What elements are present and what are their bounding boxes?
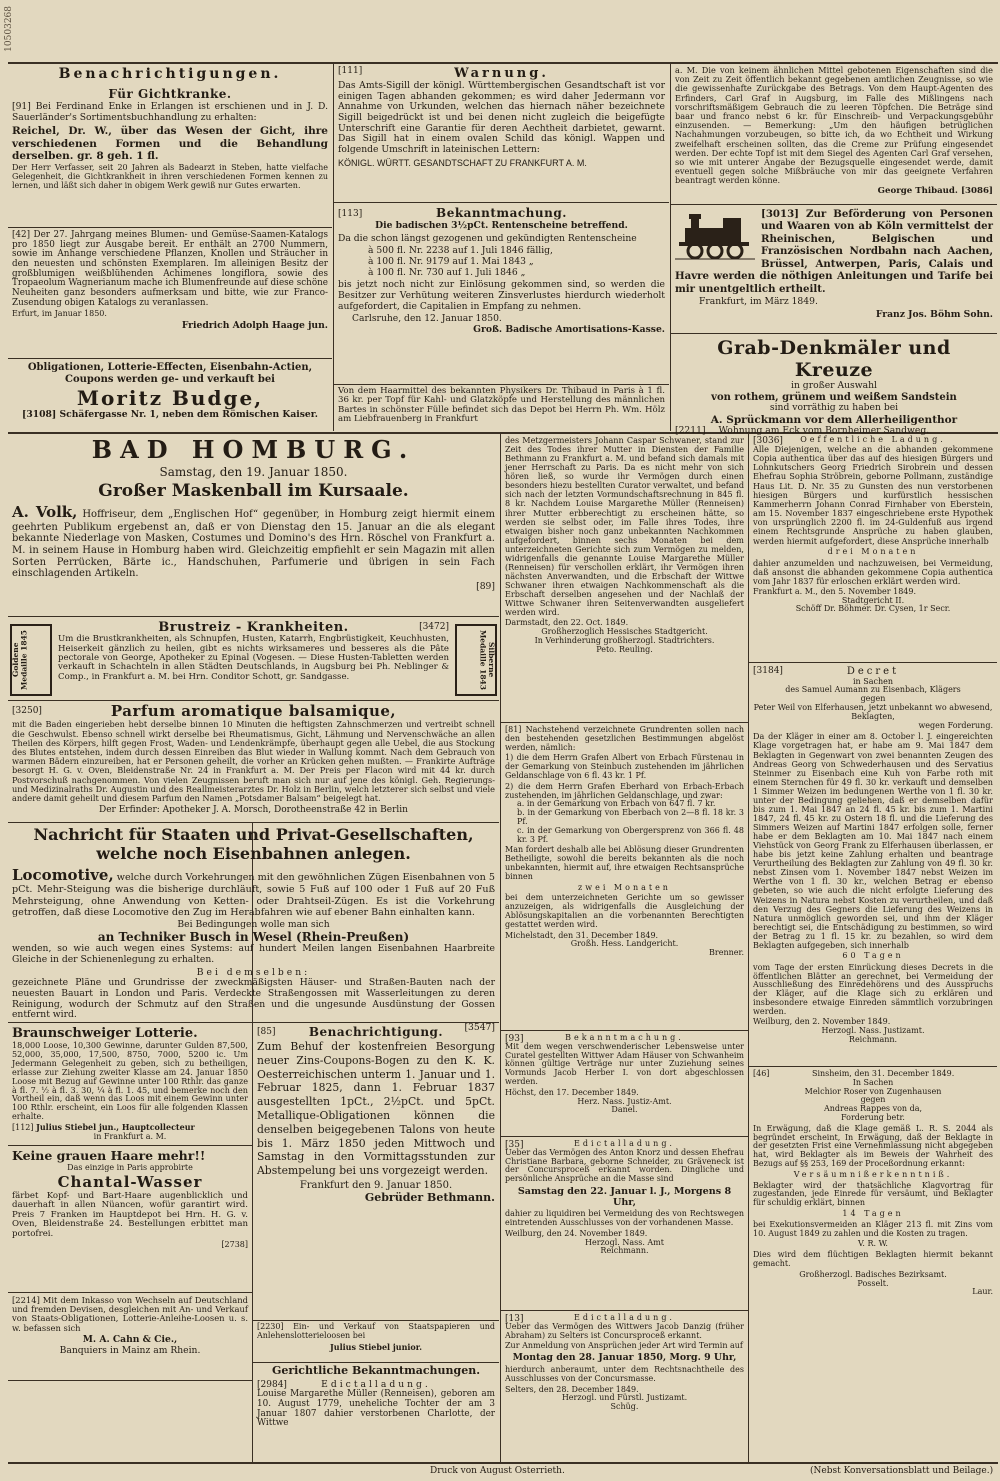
grundrenten-notice (501, 726, 748, 1029)
samen-body: [42] Der 27. Jahrgang meines Blumen- und Gemüse-Saamen-Katalogs pro 1850 liegt zur Ausgabe bereit. Er enthält an 2700 Nummern, sowie im Anhange verschiedene Pflanzen, Knollen und Sträucher in den neuesten und schönsten Exemplaren. Im alleinigen Besitz der großblumigen weißblühenden Achimenes longiflora, sowie des Tropaeolum Wagnerianum mache ich Blumenfreunde auf diese schöne Neuheiten ganz besonders aufmerksam und bitte, wie zur Franco-Zusendung obigen Katalogs zu veranlassen. (12, 230, 328, 308)
d3184-sub-2: des Samuel Aumann zu Eisenbach, Klägers (785, 685, 961, 695)
e35-heading: Edictalladung. (574, 1139, 675, 1148)
printer-line: Druck von August Osterrieth. (430, 1466, 565, 1476)
lotterie-number: [112] (12, 1123, 34, 1133)
d3184-sub-1: in Sachen (852, 676, 894, 686)
bethmann-place: Frankfurt den 9. Januar 1850. (299, 1180, 453, 1192)
schwaner-court: Großherzoglich Hessisches Stadtgericht. (541, 627, 708, 637)
haarmittel-ad (334, 387, 669, 431)
gicht-ad (8, 66, 332, 226)
thibaud-signature: George Thibaud. (877, 186, 958, 197)
aumann-notice (749, 666, 997, 1065)
ad-rule (671, 333, 997, 334)
ad-rule (253, 1320, 499, 1321)
grundrenten-signature: Brenner. (709, 948, 744, 958)
gicht-heading: Für Gichtkranke. (108, 87, 232, 102)
grundrenten-item-2: 2) die dem Herrn Grafen Eberhard von Erbach-Erbach zustehenden, im jährlichen Geldanschlage, und zwar: (505, 781, 744, 800)
e3036-heading: Oeffentliche Ladung. (800, 435, 946, 444)
schwaner-place: Darmstadt, den 22. Oct. 1849. (505, 618, 629, 628)
e35-body-2: dahier zu liquidiren bei Vermeidung des von Rechtswegen eintretenden Ausschlusses von der vorhandenen Masse. (505, 1209, 744, 1228)
brustreiz-number: [3472] (419, 622, 449, 632)
b93-body: Mit dem wegen verschwenderischer Lebensweise unter Curatel gestellten Wittwer Adam Häuser von Schwanheim können gültige Verträge nur unter Zuziehung seines Vormunds Jacob Herber I. von dort abgeschlossen werden. (505, 1041, 744, 1086)
brustreiz-heading: Brustreiz - Krankheiten. (158, 620, 349, 635)
e35-number: [35] (505, 1140, 524, 1150)
e35-place: Weilburg, den 24. November 1849. (505, 1228, 648, 1238)
ad-rule (501, 1136, 748, 1137)
lotterie-body: 18,000 Loose, 10,300 Gewinne, darunter Gulden 87,500, 52,000, 35,000, 17,500, 8750, 7000, 5200 ic. Um Jedermann Gelegenheit zu geben, sich zu betheiligen, erlasse zur Ziehung zweiter Klasse am 24. Januar 1850 Loose mit Bezug auf Gewinne unter 100 Rthlr. das ganze à fl. 7. ½ à fl. 3. 30, ¼ à fl. 1. 45, und bemerke noch den Vortheil ein, daß wenn das Loos mit einem Gewinn unter 100 Rthlr. erscheint, ein Loos für alle folgenden Klassen erhalte. (12, 1040, 248, 1122)
b93-number: [93] (505, 1034, 524, 1044)
s46-sub-3: gegen (860, 1095, 886, 1105)
top-rule (8, 62, 998, 64)
locomotive-contact: Bei Bedingungen wolle man sich (177, 918, 330, 930)
stiebel-ad (253, 1323, 499, 1361)
e3036-place: Frankfurt a. M., den 5. November 1849. (753, 586, 917, 596)
grundrenten-body-4: bei dem unterzeichneten Gerichte um so gewisser anzuzeigen, als widrigenfalls die Ausgleichung der Ablösungskapitalien an die vorbenannten Berechtigten gestattet werden wird. (505, 893, 744, 929)
b93-place: Höchst, den 17. December 1849. (505, 1087, 639, 1097)
homburg-title: BAD HOMBURG. (91, 435, 416, 464)
e35-court: Herzogl. Nass. Amt (585, 1237, 664, 1247)
grab-line-3: sind vorräthig zu haben bei (769, 402, 899, 414)
e13-heading: Edictalladung. (574, 1313, 675, 1322)
b93-signature: Danel. (611, 1105, 638, 1115)
e3036-drei: drei Monaten (827, 546, 919, 556)
d3184-number: [3184] (753, 666, 783, 676)
haare-name: Chantal-Wasser (57, 1173, 203, 1192)
parfum-number: [3250] (12, 706, 42, 716)
koeln-ad (671, 208, 997, 332)
ad-rule (8, 700, 499, 701)
bottom-rule (8, 1462, 998, 1464)
e13-place: Selters, den 28. December 1849. (505, 1384, 639, 1394)
bek-line-2: à 100 fl. Nr. 9179 auf 1. Mai 1843 „ (368, 255, 534, 267)
locomotive-body-2: wenden, so wie auch wegen eines Systems: auf hundert Meilen langen Eisenbahnen Haarbreite Gleiche in der Schienenlegung zu erhalten. (12, 943, 495, 966)
d3184-place: Weilburg, den 2. November 1849. (753, 1017, 891, 1027)
budge-address: [3108] Schäfergasse Nr. 1, neben dem Römischen Kaiser. (22, 409, 318, 421)
e13-number: [13] (505, 1314, 524, 1324)
s46-number: [46] (753, 1069, 770, 1078)
lotterie-signature-1: Julius Stiebel jun., Hauptcollecteur (36, 1122, 195, 1133)
warnung-body: Das Amts-Sigill der königl. Württembergischen Gesandtschaft ist vor einigen Tagen abhanden gekommen; es wird daher Jedermann vor Annahme von Urkunden, welchen das hiernach näher bezeichnete Sigill beigedrückt ist und bei denen nicht zugleich die beigefügte Unterschrift eine Garantie für deren Aechtheit darbietet, gewarnt. Das Sigill hat in einem ovalen Schild das königl. Wappen und folgende Umschrift in lateinischen Lettern: (338, 80, 665, 156)
s46-sub-1: In Sachen (852, 1077, 894, 1087)
ad-rule (8, 227, 332, 228)
parfum-body: mit die Baden eingerieben hebt derselbe binnen 10 Minuten die heftigsten Zahnschmerzen und vertreibt schnell die Geschwulst. Ebenso schnell wirkt derselbe bei Rheumatismus, Gicht, Lähmung und Nervenschwäche an allen Theilen des Körpers, hilft gegen Frost, Waden- und Lendenkrämpfe, überhaupt gegen alle Uebel, die aus Stockung des Blutes entstehen, indem durch dessen Einreiben das Blut wieder in Wallung kommt. Nach dem Gebrauch von warmen Bädern einzureiben, hat er Personen geheilt, die vorher an Krücken gehen mußten. — Frankirte Aufträge besorgt H. G. v. Oven, Bleidenstraße Nr. 24 in Frankfurt a. M. Der Preis per Flacon wird mit 44 kr. durch Postvorschuß nachgenommen. Von vielen Zeugnissen beruft man sich nur auf jene des königl. Geh. Regierungs- und Medizinalraths Dr. Augustin und des Reallmeisterarztes Dr. Holz in Berlin, welch letzterer sich selbst und viele andere damit geheilt und diesem Parfum den Namen „Potsdamer Balsam“ beigelegt hat. (12, 719, 495, 803)
grab-line-2: von rothem, grünem und weißem Sandstein (711, 391, 957, 403)
ad-rule (749, 1066, 997, 1067)
bek-line-3: à 100 fl. Nr. 730 auf 1. Juli 1846 „ (368, 266, 526, 278)
roser-notice (749, 1070, 997, 1461)
d3184-sub-3: gegen (860, 694, 886, 704)
locomotive-word: Locomotive, (12, 866, 114, 885)
lotterie-signature-2: in Frankfurt a. M. (93, 1131, 167, 1141)
parfum-heading: Parfum aromatique balsamique, (110, 702, 397, 720)
grundrenten-place: Michelstadt, den 31. December 1849. (505, 930, 659, 940)
bek-body: bis jetzt noch nicht zur Einlösung gekommen sind, so werden die Besitzer zur Verhütung weiteren Zinsverlustes hierdurch wiederholt aufgefordert, die Capitalien in Empfang zu nehmen. (338, 279, 665, 312)
locomotive-icon (675, 210, 755, 260)
bethmann-signature: Gebrüder Bethmann. (364, 1190, 495, 1204)
schwaner-notice (501, 436, 748, 721)
e3036-court: Stadtgericht II. (841, 595, 905, 605)
s46-body-3: bei Exekutionsvermeiden an Kläger 213 fl. mit Zins vom 10. August 1849 zu zahlen und die Kosten zu tragen. (753, 1219, 993, 1238)
d3184-sub-4: Peter Weil von Elferhausen, jetzt unbekannt wo abwesend, Beklagten, (753, 702, 993, 721)
e13-body-2: Zur Anmeldung von Ansprüchen jeder Art wird Termin auf (505, 1341, 743, 1351)
e35-date: Samstag den 22. Januar l. J., Morgens 8 Uhr, (517, 1185, 732, 1209)
grundrenten-zwei: zwei Monaten (578, 882, 671, 892)
d3184-body-2: vom Tage der ersten Einrückung dieses Decrets in die öffentlichen Blätter an gerechnet, bei Vermeidung der Ausschließung des Einredehörens und des Ausspruchs der Kläger, auf die Klage sich zu erklären und insbesondere etwaige Einreden sämmtlich vorzubringen werden. (753, 961, 993, 1017)
s46-court: Großherzogl. Badisches Bezirksamt. (799, 1269, 947, 1279)
ad-rule (8, 616, 499, 617)
bek-heading: Bekanntmachung. (436, 206, 567, 220)
koeln-place: Frankfurt, im März 1849. (699, 296, 818, 308)
schwaner-body: des Metzgermeisters Johann Caspar Schwaner, stand zur Zeit des Todes ihrer Mutter in Diensten der Familie Bethmann zu Frankfurt a. M. und befand sich damals mit jener Herrschaft zu Paris. Da es nicht mehr von sich hören ließ, so wurde ihr Vermögen durch einen besonders hiezu bestellten Curator verwaltet, und befand sich nach der letzten Vormundschaftsrechnung in 845 fl. 8 kr. Nachdem Louise Margarethe Müller (Renneisen) ihrer Mutter erbberechtigt zu erscheinen hätte, so werden sie selbst oder, im Falle ihres Todes, ihre etwaigen bisher noch ganz unbekannten Nachkommen aufgefordert, binnen sechs Monaten bei dem unterzeichneten Gerichte sich zum Vermögen zu melden, widrigenfalls die genannte Louise Margarethe Müller (Renneisen) für verschollen erklärt, ihr Vermögen ihren nächsten Anverwandten, und die Erbschaft der Wittwe Schwaner ihren etwaigen Nachkommenschaft als die Erbschaft derselben angesehen und der Nachlaß der Wittwe Schwaner ihren Seitenverwandten ausgeliefert werden wird. (505, 435, 744, 618)
s46-signature-2: Laur. (972, 1287, 993, 1297)
volk-number: [89] (476, 580, 495, 592)
bethmann-ad (253, 1026, 499, 1320)
chantal-ad (8, 1149, 252, 1291)
bek-intro: Da die schon längst gezogenen und gekündigten Rentenscheine (338, 232, 637, 244)
ad-rule (8, 358, 332, 359)
mueller-number: [2984] (257, 1379, 287, 1390)
grab-line-4: A. Sprückmann vor dem Allerheiligenthor (710, 414, 958, 426)
brustreiz-ad (8, 620, 499, 699)
koeln-number: [3013] (761, 208, 799, 220)
ad-rule (334, 202, 669, 203)
warnung-heading: Warnung. (454, 66, 549, 81)
rentenscheine-ad (334, 207, 669, 383)
s46-sub-2: Melchior Roser von Zugenhausen (804, 1086, 942, 1096)
silver-medal-seal: Silberne Medaille 1843 (455, 624, 497, 696)
d3184-heading: Decret (846, 666, 900, 677)
s46-sub-4: Andreas Rappes von da, (823, 1104, 923, 1114)
lotterie-heading: Braunschweiger Lotterie. (12, 1026, 198, 1041)
haare-number: [2738] (221, 1239, 248, 1249)
stiebel-signature: Julius Stiebel junior. (329, 1341, 423, 1352)
gicht-intro: [91] Bei Ferdinand Enke in Erlangen ist erschienen und in J. D. Sauerländer's Sortimentsbuchhandlung zu erhalten: (12, 101, 328, 123)
s46-sub-5: Forderung betr. (841, 1112, 905, 1122)
volk-name: A. Volk, (12, 503, 78, 522)
mueller-ad (253, 1365, 499, 1461)
haarmittel-body: Von dem Haarmittel des bekannten Physikers Dr. Thibaud in Paris à 1 fl. 36 kr. per Topf für Kahl- und Glatzköpfe und Herstellung des männlichen Bartes in schönster Fülle befindet sich das Depot bei Herrn Ph. Wm. Hölz am Liebfrauenberg in Frankfurt (338, 386, 665, 425)
benachrichtigungen-title: Benachrichtigungen. (58, 66, 282, 82)
bek-line-1: à 500 fl. Nr. 2238 auf 1. Juli 1846 fällig, (368, 245, 553, 257)
koeln-body: Zur Beförderung von Personen und Waaren von ab Köln vermittelst der Rheinischen, Belgischen und Französischen Nordbahn nach Aachen, Brüssel, Antwerpen, Paris, Calais und Havre werden die nöthigen Anleitungen und Tarife bei mir unentgeltlich ertheilt. (675, 208, 993, 295)
grundrenten-item-2b: b. in der Gemarkung von Eberbach von 2—8 fl. 18 kr. 3 Pf. (517, 808, 744, 826)
brustreiz-body: Um die Brustkrankheiten, als Schnupfen, Husten, Katarrh, Engbrüstigkeit, Keuchhusten, Heiserkeit gänzlich zu heilen, gibt es nichts wirksameres und besseres als die Pâte pectorale von George, Apotheker zu Epinal (Vogesen. — Diese Husten-Tabletten werden verkauft in Schachteln in allen Städten Deutschlands, in Augsburg bei Ph. Neblinger & Comp., in Frankfurt a. M. bei Hrn. Conditor Schott, gr. Sandgasse. (58, 634, 449, 682)
s46-body: In Erwägung, daß die Klage gemäß L. R. S. 2044 als begründet erscheint, In Erwägung, daß der Beklagte in der gesetzten Frist eine Vernehmlassung nicht abgegeben hat, wird Beklagter als im Beweis der Wahrheit des Bezugs auf §§ 253, 169 der Proceßordnung erkannt: (753, 1123, 993, 1168)
ad-rule (501, 1310, 748, 1311)
locomotive-body: welche durch Vorkehrungen mit den gewöhnlichen Zügen Eisenbahnen von 5 pCt. Mehr-Steigung was die bisherige durchläuft, sowie 5 Fuß auf 100 oder 1 Fuß auf 20 Fuß Mehrsteigung, ohne Anwendung von Ketten- oder Drahtseil-Zügen. Es ist die Vorkehrung getroffen, daß diese Locomotive den Zug im Herabfahren wie auf ebener Bahn einhalten kann. (12, 872, 495, 918)
e13-date: Montag den 28. Januar 1850, Morg. 9 Uhr, (512, 1352, 737, 1364)
cahn-signature-2: Banquiers in Mainz am Rhein. (59, 1344, 201, 1356)
grab-number: [2211] (675, 425, 706, 437)
gold-medal-seal: Goldene Medaille 1845 (10, 624, 52, 696)
cahn-signature-1: M. A. Cahn & Cie., (82, 1333, 178, 1345)
grab-heading: Grab-Denkmäler und Kreuze (717, 337, 951, 382)
e3036-number: [3036] (753, 436, 783, 446)
ad-rule (501, 722, 748, 723)
mueller-body: Louise Margarethe Müller (Renneisen), geboren am 10. August 1779, uneheliche Tochter der am 3 Januar 1807 dahier verstorbenen Charlotte, der Wittwe (257, 1389, 495, 1429)
warnung-ad (334, 66, 669, 201)
locomotive-illustration (675, 210, 755, 264)
bei-body: gezeichnete Pläne und Grundrisse der zweckmäßigsten Häuser- und Straßen-Bauten nach der neuesten Bauart in London und Paris. Verdeckte Straßengossen mit Wasserleitungen zu deren Reinigung, wodurch der Schmutz auf den Straßen und die ungesunde Ausdünstung der Gossen entfernt wird. (12, 977, 495, 1021)
budge-ad (8, 362, 332, 430)
e3036-signature: Schöff Dr. Böhmer. Dr. Cysen, 1r Secr. (795, 604, 951, 614)
grundrenten-item-2c: c. in der Gemarkung von Obergersprenz von 366 fl. 48 kr. 3 Pf. (517, 825, 744, 844)
cahn-body: [2214] Mit dem Inkasso von Wechseln auf Deutschland und fremden Devisen, desgleichen mit An- und Verkauf von Staats-Obligationen, Lotterie-Anleihe-Loosen u. s. w. befassen sich (12, 1295, 248, 1333)
e35-body: Ueber das Vermögen des Anton Knorz und dessen Ehefrau Christiane Barbara, geborne Schneider, zu Gräveneck ist der Concursproceß erkannt worden. Dingliche und persönliche Ansprüche an die Masse sind (505, 1147, 744, 1184)
locomotive-busch: an Techniker Busch in Wesel (Rhein-Preußen) (97, 929, 410, 944)
ad-rule (8, 1145, 252, 1146)
e35-signature: Reichmann. (600, 1246, 649, 1256)
bek-place: Carlsruhe, den 12. Januar 1850. (352, 313, 502, 325)
grundrenten-intro: [81] Nachstehend verzeichnete Grundrenten sollen nach den bestehenden gesetzlichen Bestimmungen abgelöst werden, nämlich: (505, 725, 744, 752)
haeuser-notice (501, 1034, 748, 1135)
homburg-ad (8, 436, 499, 614)
koeln-signature: Franz Jos. Böhm Sohn. (875, 308, 993, 320)
staaten-number: [3547] (464, 1022, 495, 1034)
homburg-ball: Großer Maskenball im Kursaale. (98, 480, 409, 501)
ad-rule (253, 1362, 499, 1363)
hypothek-notice (749, 436, 997, 661)
s46-vrw: V. R. W. (858, 1239, 888, 1249)
parfum-signature: Der Erfinder: Apotheker J. A. Morsch, Dorotheenstraße 42 in Berlin (99, 805, 408, 816)
ad-rule (8, 822, 499, 823)
ad-rule (8, 1380, 252, 1381)
d3184-sub-5: wegen Forderung. (918, 720, 993, 730)
warnung-number: [111] (338, 66, 363, 76)
s46-body-2: Beklagter wird der thatsächliche Klagvortrag für zugestanden, jede Einrede für versäumt, und Beklagter für schuldig erklärt, binnen (753, 1180, 993, 1208)
e13-court: Herzogl. und Fürstl. Justizamt. (561, 1393, 688, 1403)
grundrenten-item-1: 1) die dem Herrn Grafen Albert von Erbach Fürstenau in der Gemarkung von Steinbuch zustehenden im jährlichen Geldanschlage von 6 fl. 43 kr. 1 Pf. (505, 753, 744, 780)
volk-body: Hoffriseur, dem „Englischen Hof“ gegenüber, in Homburg zeigt hiermit einem geehrten Publikum ergebenst an, daß er von Dienstag den 15. Januar an die als elegant bekannte Niederlage von Masken, Costumes und Domino's des Hrn. Röschel von Frankfurt a. M. in seinem Hause in Homburg haben wird. Gleichzeitig empfiehlt er sein Magazin mit allen Sorten Perrücken, Bärte ic., Handschuhen, Parfumerie und übrigen in sein Fach einschlagenden Artikeln. (12, 509, 495, 580)
samen-place: Erfurt, im Januar 1850. (12, 309, 107, 319)
mueller-heading: Edictalladung. (321, 1378, 431, 1390)
s46-signature-1: Posselt. (857, 1278, 889, 1288)
homburg-date: Samstag, den 19. Januar 1850. (159, 464, 348, 479)
haare-subheading: Das einzige in Paris approbirte (67, 1162, 193, 1172)
grundrenten-court: Großh. Hess. Landgericht. (570, 939, 679, 949)
thibaud-number: [3086] (960, 186, 993, 197)
thibaud-body: a. M. Die von keinem ähnlichen Mittel gebotenen Eigenschaften sind die von Zeit zu Zeit öffentlich bekannt gegebenen amtlichen Zeugnisse, so wie die gewissenhafte Zurückgabe des Betrags. Von dem Haupt-Agenten des Erfinders, Carl Graf in Augsburg, im Falle des Mißlingens nach vorschriftsmäßigem Gebrauch die zu leeren Töpfchen. Die Beträge sind baar und franco nebst 6 kr. für Einschreib- und Verpackungsgebühr einzusenden. — Bemerkung: „Um den häufigen betrüglichen Nachahmungen vorzubeugen, so bitte ich, da wo Echtheit und Wirkung zweifelhaft erscheinen sollten, das die Creme zur Prüfung eingesendet werden. Der echte Topf ist mit dem Siegel des Agenten Carl Graf versehen, so wie mit unterer Angabe der Bezugsquelle eingesendet werde, damit eventuell gegen solche Mißbräuche von mir das geeignete Verfahren beantragt werden könne. (675, 65, 993, 186)
grab-line-5: Wohnung am Eck vom Bornheimer Sandweg. (718, 425, 930, 437)
danzig-notice (501, 1314, 748, 1461)
haare-body: färbet Kopf- und Bart-Haare augenblicklich und dauerhaft in allen Nüancen, wofür garantirt wird. Preis 7 Franken im Hauptdepot bei Hrn. H. G. v. Oven, Bleidenstraße 24. Bestellungen erbittet man portofrei. (12, 1190, 248, 1239)
e13-signature: Schüg. (610, 1402, 639, 1412)
bek-subheading: Die badischen 3½pCt. Rentenscheine betreffend. (375, 219, 628, 231)
haare-heading: Keine grauen Haare mehr!! (12, 1148, 206, 1163)
d3184-body: Da der Kläger in einer am 8. October l. J. eingereichten Klage vorgetragen hat, er habe am 9. Mai 1847 dem Beklagten in Gegenwart von zwei benannten Zeugen des Andreas Georg von Schwederhausen und des Servatius Steinmer zu Eisenbach eine Kuh von Farbe roth mit einem Sternchen für 49 fl. 30 kr. verkauft und demselben 1 Simmer Weizen im bedungenen Werthe von 1 fl. 30 kr. unter der Bedingung geliehen, daß er demselben dafür bis zum 1. Mai 1847 an 24 fl. 45 kr. bis zum 1. Martini 1847, 24 fl. 45 kr. zu Ostern 18 fl. und die Lieferung des Simmers Weizen auf Martini 1847 erfolgen solle, ferner habe er dem Beklagten am 10. Mai 1847 nach einem Viehstück von Georg Frank zu Elferhausen überlassen, er habe bis jetzt keine Zahlung erhalten und beantrage Verurtheilung des Beklagten zur Zahlung von 49 fl. 30 kr. nebst Zinsen vom 1. November 1847 nebst Weizen im Werthe von 1 fl. 30 kr., welchen Betrag er ebenso gebeten, so wie auch die nicht erfolgte Lieferung des Weizens in Natura nebst Kosten zu verurtheilen, und daß den Verzug des Gegners die Lieferung des Weizens in Natura unmöglich geworden sei, und ihm der Kläger berechtigt sei, die Entschädigung zu bestimmen, so wird der Betrag zu 1 fl. 15 kr. zu bezahlen, so wird dem Beklagten aufgegeben, sich innerhalb (753, 731, 993, 950)
cahn-ad (8, 1296, 252, 1380)
bei-heading: Bei demselben: (196, 966, 311, 978)
parfum-ad (8, 703, 499, 821)
grundrenten-item-2a: a. in der Gemarkung von Erbach von 647 fl. 7 kr. (517, 799, 716, 809)
warnung-legend: KÖNIGL. WÜRTT. GESANDTSCHAFT ZU FRANKFURT A. M. (338, 157, 587, 168)
ad-rule (8, 1292, 252, 1293)
gericht-heading: Gerichtliche Bekanntmachungen. (271, 1364, 481, 1377)
s46-body-4: Dies wird dem flüchtigen Beklagten hiermit bekannt gemacht. (753, 1250, 993, 1268)
samen-ad (8, 231, 332, 357)
ad-rule (749, 662, 997, 663)
samen-signature: Friedrich Adolph Haage jun. (181, 320, 328, 332)
gicht-book: Reichel, Dr. W., über das Wesen der Gicht, ihre verschiedenen Formen und die Behandlung derselben. gr. 8 geh. 1 fl. (12, 125, 328, 162)
side-number: 10503268 (4, 6, 14, 52)
staaten-heading-1: Nachricht für Staaten und Privat-Gesellschaften, (33, 825, 474, 844)
e13-body: Ueber das Vermögen des Wittwers Jacob Danzig (früher Abraham) zu Selters ist Concursproceß erkannt. (505, 1321, 744, 1340)
ad-rule (334, 384, 669, 385)
stiebel-body: [2230] Ein- und Verkauf von Staatspapieren und Anlehenslotterieloosen bei (257, 1322, 495, 1340)
ad-rule (501, 1030, 748, 1031)
d3184-court: Herzogl. Nass. Justizamt. (821, 1025, 925, 1035)
bethmann-number: [85] (257, 1027, 276, 1037)
grundrenten-body-3: Man fordert deshalb alle bei Ablösung dieser Grundrenten Betheiligte, sowohl die bereits bekannten als die noch unbekannten, hiermit auf, ihre etwaigen Rechtsansprüche binnen (505, 845, 744, 881)
schwaner-court-2: In Verhinderung großherzogl. Stadtrichters. (534, 635, 715, 645)
budge-name: Moritz Budge, (76, 386, 264, 411)
grabdenkmaeler-ad (671, 337, 997, 437)
e13-body-3: hierdurch anberaumt, unter dem Rechtsnachtheile des Ausschlusses von der Concursmasse. (505, 1365, 744, 1383)
s46-days: 14 Tagen (842, 1208, 904, 1218)
e3036-body-2: dahier anzumelden und nachzuweisen, bei Vermeidung, daß ansonst die abhanden gekommene Copia authentica vom Jahr 1837 für erloschen erklärt werden wird. (753, 557, 993, 586)
schwaner-signature: Peto. Reuling. (596, 644, 653, 654)
s46-erkenntnis: Versäumnißerkenntniß. (793, 1169, 953, 1179)
bek-number: [113] (338, 209, 363, 219)
grab-line-1: in großer Auswahl (791, 380, 877, 392)
bek-signature: Groß. Badische Amortisations-Kasse. (473, 323, 665, 335)
bethmann-heading: Benachrichtigung. (308, 1025, 444, 1039)
bethmann-body: Zum Behuf der kostenfreien Besorgung neuer Zins-Coupons-Bogen zu den K. K. Oesterreichischen unterm 1. Januar und 1. Februar 1825, dann 1. Februar 1837 ausgestellten 1pCt., 2½pCt. und 5pCt. Metallique-Obligationen können die denselben beigegebenen Talons von heute bis 1. März 1850 jeden Mittwoch und Samstag in den Vormittagsstunden zur Abstempelung bei uns vorgezeigt werden. (257, 1039, 495, 1178)
s46-place: Sinsheim, den 31. December 1849. (811, 1069, 955, 1078)
gicht-body: Der Herr Verfasser, seit 20 Jahren als Badearzt in Steben, hatte vielfache Gelegenheit, die Gichtkrankheit in ihren verschiedenen Formen kennen zu lernen, und läßt sich daher in obigem Werk gewiß nur Gutes erwarten. (12, 163, 328, 190)
b93-court: Herz. Nass. Justiz-Amt. (577, 1096, 672, 1106)
b93-heading: Bekanntmachung. (565, 1033, 684, 1042)
ad-rule (671, 204, 997, 205)
supplement-note: (Nebst Konversationsblatt und Beilage.) (810, 1466, 994, 1476)
budge-heading: Obligationen, Lotterie-Effecten, Eisenbahn-Actien, Coupons werden ge- und verkauft bei (27, 362, 313, 385)
knorz-notice (501, 1140, 748, 1309)
e3036-body: Alle Diejenigen, welche an die abhanden gekommene Copia authentica über das auf des hiesigen Bürgers und Lohnkutschers Georg Friedrich Sirobrein und dessen Ehefrau Sophia Ströbrein, geborne Pollmann, zuständige Haus Lit. D. Nr. 35 zu Gunsten des nun verstorbenen hiesigen Bürgers und kurfürstlich hessischen Kammerherrn Johann Conrad Firnhaber von Eberstein, am 15. November 1837 eingeschriebene erste Hypothek von ursprünglich 2200 fl. im 24-Guldenfuß aus irgend einem Rechtsgrunde Ansprüche zu haben glauben, werden hiermit aufgefordert, diese Ansprüche innerhalb (753, 443, 993, 546)
thibaud-ad (671, 66, 997, 202)
staaten-heading-2: welche noch Eisenbahnen anlegen. (96, 843, 411, 863)
lotterie-ad (8, 1026, 252, 1144)
d3184-sechzig: 60 Tagen (842, 950, 904, 960)
d3184-signature: Reichmann. (848, 1034, 898, 1044)
